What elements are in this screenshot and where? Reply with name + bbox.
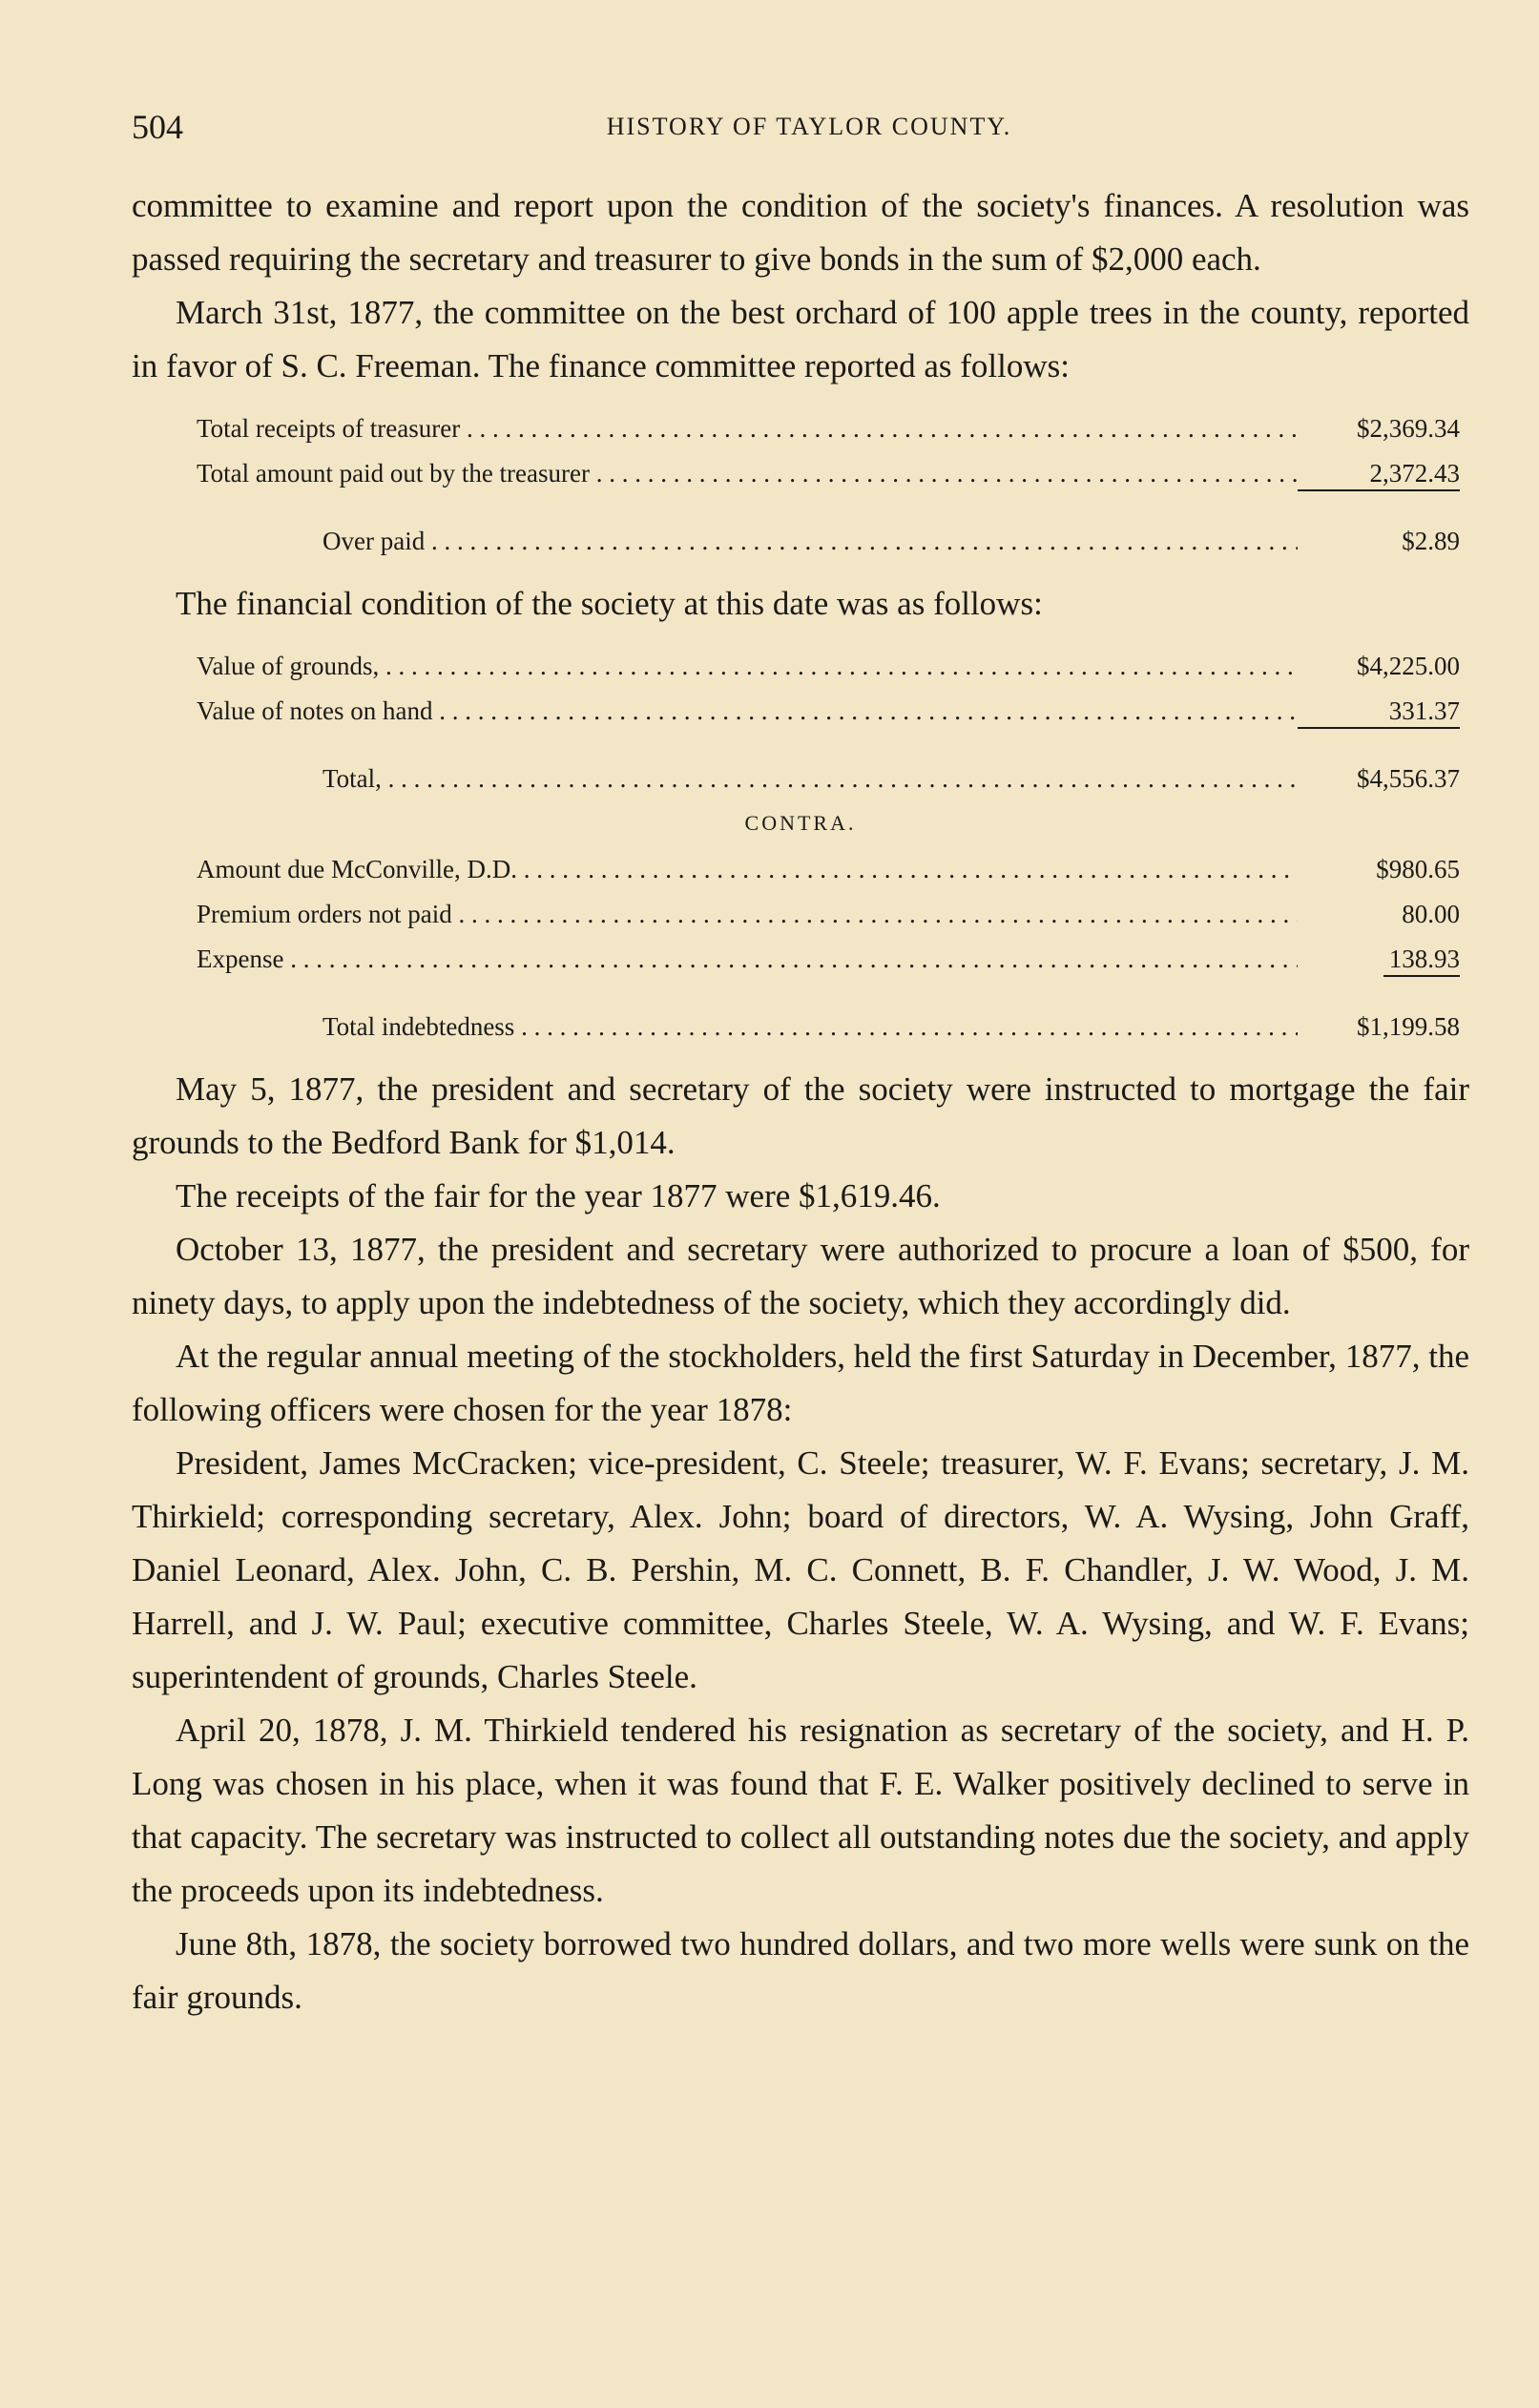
table-row [132, 689, 1469, 734]
table-total-row [132, 519, 1469, 564]
sum-rule [1298, 727, 1460, 729]
sum-rule [1298, 489, 1460, 491]
table-row [132, 644, 1469, 689]
running-head: HISTORY OF TAYLOR COUNTY. [606, 113, 1012, 140]
row-amount: 2,372.43 [1369, 459, 1460, 488]
total-label: Over paid . . . [322, 519, 1298, 564]
total-label: Total indebtedness . . . [322, 1005, 1298, 1049]
row-amount: 331.37 [1388, 696, 1460, 725]
page-number: 504 [132, 108, 183, 146]
table-row [132, 406, 1469, 451]
table-row [132, 937, 1469, 982]
row-label: Premium orders not paid . . . [197, 892, 1298, 937]
paragraph: October 13, 1877, the president and secretary were authorized to procure a loan of $500, for ninety days, to apply upon the indebtedness of the society, which they accordingly did. [132, 1231, 1469, 1321]
paragraph: March 31st, 1877, the committee on the best orchard of 100 apple trees in the county, reported in favor of S. C. Freeman. The finance committee reported as follows: [132, 294, 1469, 384]
row-label: Value of notes on hand . . . [197, 689, 1298, 734]
row-amount: 138.93 [1388, 945, 1460, 973]
row-amount: $2,369.34 [1357, 414, 1460, 443]
page-header [132, 107, 1487, 164]
page-body [132, 179, 1469, 2024]
row-label: Amount due McConville, D.D. . . . [197, 847, 1298, 892]
paragraph: April 20, 1878, J. M. Thirkield tendered his resignation as secretary of the society, and H. P. Long was chosen in his place, when it was found that F. E. Walker positively declined to serve in that capacity. The secretary was instructed to collect all outstanding notes due the society, and apply the proceeds upon its indebtedness. [132, 1712, 1469, 1909]
table-row [132, 451, 1469, 496]
table-total-row [132, 757, 1469, 801]
paragraph: At the regular annual meeting of the stockholders, held the first Saturday in December, 1877, the following officers were chosen for the year 1878: [132, 1338, 1469, 1428]
paragraph: committee to examine and report upon the condition of the society's finances. A resolution was passed requiring the secretary and treasurer to give bonds in the sum of $2,000 each. [132, 187, 1469, 278]
row-label: Total amount paid out by the treasurer . . . [197, 451, 1298, 496]
sum-rule [1383, 975, 1460, 977]
table-row [132, 847, 1469, 892]
row-label: Value of grounds, . . . [197, 644, 1298, 689]
paragraph: The receipts of the fair for the year 1877 were $1,619.46. [176, 1177, 941, 1214]
row-amount: 80.00 [1402, 900, 1460, 928]
total-label: Total, . . . [322, 757, 1298, 801]
paragraph: President, James McCracken; vice-president, C. Steele; treasurer, W. F. Evans; secretary, J. M. Thirkield; corresponding secretary, Alex. John; board of directors, W. A. Wysing, John Graff, Daniel Leonard, Alex. John, C. B. Pershin, M. C. Connett, B. F. Chandler, J. W. Wood, J. M. Harrell, and J. W. Paul; executive committee, Charles Steele, W. A. Wysing, and W. F. Evans; superintendent of grounds, Charles Steele. [132, 1444, 1469, 1695]
total-amount: $4,556.37 [1357, 764, 1460, 793]
row-label: Expense . . . [197, 937, 1298, 982]
finance-report-table [132, 406, 1469, 564]
paragraph: The financial condition of the society at this date was as follows: [176, 585, 1043, 622]
row-amount: $4,225.00 [1357, 652, 1460, 680]
total-amount: $2.89 [1402, 527, 1460, 555]
paragraph: June 8th, 1878, the society borrowed two hundred dollars, and two more wells were sunk on the fair grounds. [132, 1925, 1469, 2016]
row-label: Total receipts of treasurer . . . [197, 406, 1298, 451]
condition-table [132, 644, 1469, 1049]
table-row [132, 892, 1469, 937]
paragraph: May 5, 1877, the president and secretary of the society were instructed to mortgage the fair grounds to the Bedford Bank for $1,014. [132, 1070, 1469, 1161]
contra-heading: CONTRA. [744, 811, 857, 835]
total-amount: $1,199.58 [1357, 1012, 1460, 1041]
table-total-row [132, 1005, 1469, 1049]
row-amount: $980.65 [1376, 855, 1460, 883]
